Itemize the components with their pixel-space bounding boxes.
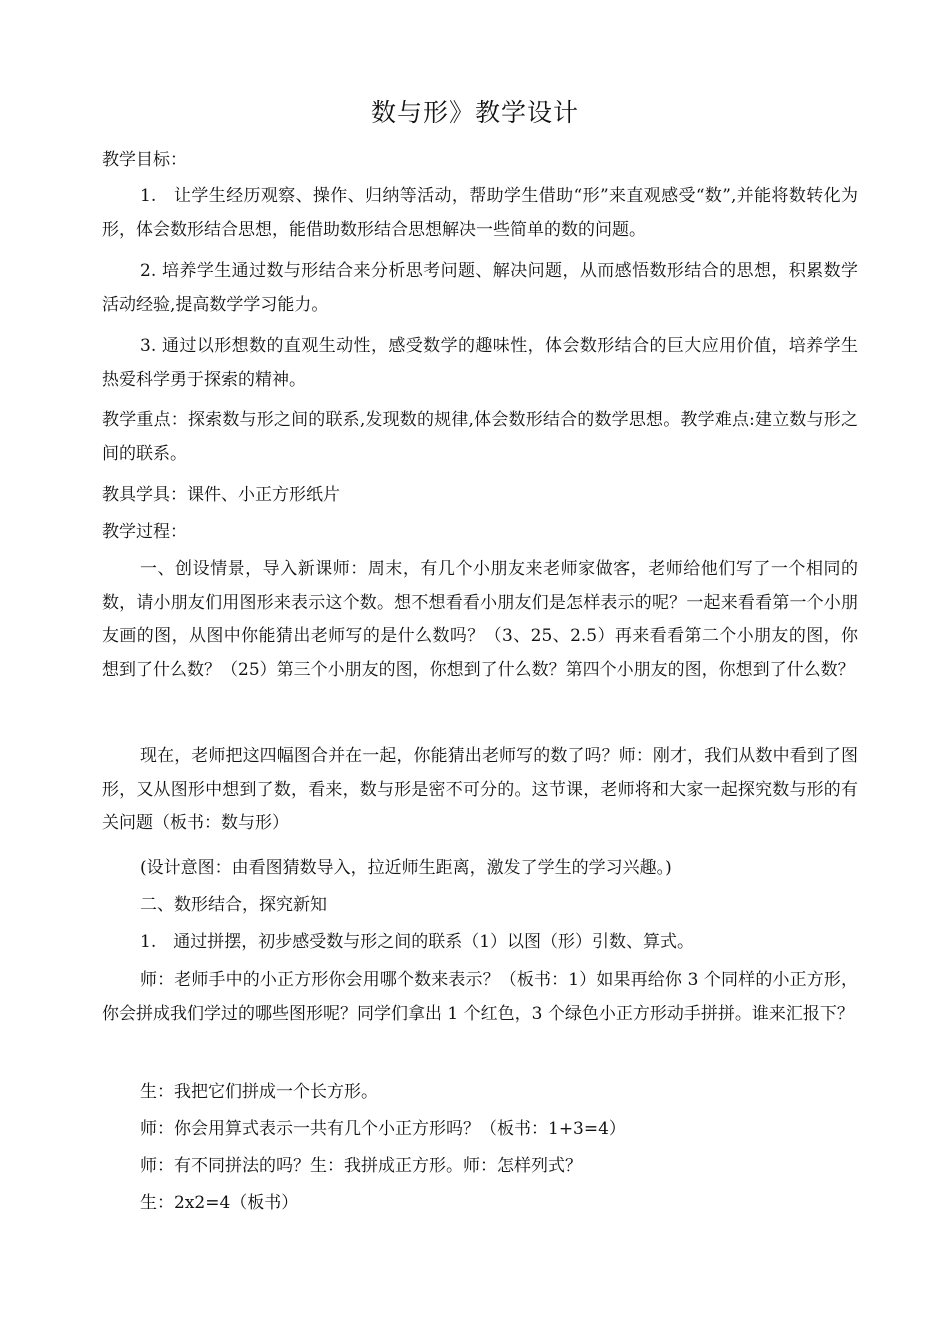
objectives-heading: 教学目标：: [102, 150, 187, 170]
process-heading: 教学过程：: [102, 522, 187, 542]
page-title: 数与形》教学设计: [370, 98, 579, 127]
teacher-line-1: 师：老师手中的小正方形你会用哪个数来表示？（板书：1）如果再给你 3 个同样的小正方形，你会拼成我们学过的哪些图形呢？同学们拿出 1 个红色，3 个绿色小正方形动手拼拼。谁来汇报下？: [102, 970, 858, 1024]
key-points: 教学重点：探索数与形之间的联系,发现数的规律,体会数形结合的数学思想。教学难点:建立数与形之间的联系。: [102, 410, 858, 464]
objective-3: 3. 通过以形想数的直观生动性，感受数学的趣味性，体会数形结合的巨大应用价值，培养学生热爱科学勇于探索的精神。: [102, 336, 858, 390]
student-line-2: 生：2x2=4（板书）: [140, 1193, 299, 1213]
section-1-intro: 一、创设情景，导入新课师：周末，有几个小朋友来老师家做客，老师给他们写了一个相同的数，请小朋友们用图形来表示这个数。想不想看看小朋友们是怎样表示的呢？一起来看看第一个小朋友画的图，从图中你能猜出老师写的是什么数吗？（3、25、2.5）再来看看第二个小朋友的图，你想到了什么数？（25）第三个小朋友的图，你想到了什么数？第四个小朋友的图，你想到了什么数？: [102, 559, 858, 680]
design-intent: (设计意图：由看图猜数导入，拉近师生距离，激发了学生的学习兴趣。): [140, 858, 672, 878]
teaching-aids: 教具学具：课件、小正方形纸片: [102, 485, 340, 505]
step-1: 1. 通过拼摆，初步感受数与形之间的联系（1）以图（形）引数、算式。: [140, 932, 695, 952]
teacher-line-2: 师：你会用算式表示一共有几个小正方形吗？（板书：1+3=4）: [140, 1119, 626, 1139]
student-line-1: 生：我把它们拼成一个长方形。: [140, 1082, 378, 1102]
objective-2: 2. 培养学生通过数与形结合来分析思考问题、解决问题，从而感悟数形结合的思想，积累数学活动经验,提高数学学习能力。: [102, 261, 858, 315]
objective-1: 1. 让学生经历观察、操作、归纳等活动，帮助学生借助“形”来直观感受“数”,并能将数转化为形，体会数形结合思想，能借助数形结合思想解决一些简单的数的问题。: [102, 186, 858, 240]
teacher-line-3: 师：有不同拼法的吗？生：我拼成正方形。师：怎样列式？: [140, 1156, 582, 1176]
section-1-continued: 现在，老师把这四幅图合并在一起，你能猜出老师写的数了吗？师：刚才，我们从数中看到了图形，又从图形中想到了数，看来，数与形是密不可分的。这节课，老师将和大家一起探究数与形的有关问题（板书：数与形）: [102, 746, 858, 834]
section-2-heading: 二、数形结合，探究新知: [140, 895, 327, 915]
